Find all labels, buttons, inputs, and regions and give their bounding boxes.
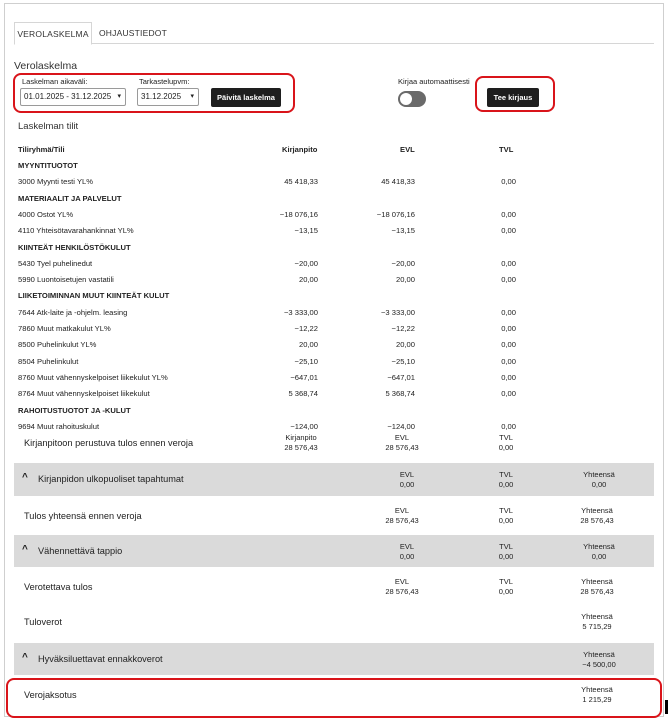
value-tvl: 0,00: [501, 258, 516, 268]
col-kirjanpito: Kirjanpito: [282, 145, 318, 154]
section-kirjanpidon-ulkopuoliset[interactable]: [14, 463, 654, 496]
account-name: 8500 Puhelinkulut YL%: [18, 340, 97, 350]
value-tvl: 0,00: [501, 372, 516, 382]
value-kirjanpito: −12,22: [294, 324, 318, 333]
value-evl: −18 076,16: [376, 209, 415, 219]
category-row: [18, 406, 638, 422]
col-evl: EVL: [400, 145, 415, 154]
total-evl: EVL 28 576,43: [385, 577, 419, 596]
category-row: [18, 194, 638, 210]
tab-ohjaustiedot[interactable]: OHJAUSTIEDOT: [98, 28, 168, 38]
table-row: [18, 324, 638, 340]
total-yhteensa: Yhteensä 28 576,43: [580, 506, 614, 525]
result-kirjanpito-label: Kirjanpitoon perustuva tulos ennen veroja: [24, 438, 194, 448]
section-label: Kirjanpidon ulkopuoliset tapahtumat: [38, 474, 184, 484]
value-evl: 5 368,74: [385, 389, 415, 399]
value-evl: −12,22: [391, 324, 415, 333]
text-cursor: [665, 700, 668, 714]
total-label: Tulos yhteensä ennen veroja: [24, 511, 142, 521]
value-kirjanpito: 5 368,74: [288, 389, 318, 399]
value-kirjanpito: −647,01: [290, 372, 318, 382]
value-evl: −647,01: [387, 372, 415, 382]
category-row: [18, 243, 638, 259]
account-name: 7860 Muut matkakulut YL%: [18, 324, 111, 333]
category-name: KIINTEÄT HENKILÖSTÖKULUT: [18, 242, 131, 252]
section-label: Hyväksiluettavat ennakkoverot: [38, 654, 163, 664]
total-label: Verotettava tulos: [24, 582, 93, 592]
value-evl: −124,00: [387, 421, 415, 431]
account-name: 8764 Muut vähennyskelpoiset liikekulut: [18, 389, 150, 399]
account-name: 7644 Atk-laite ja -ohjelm. leasing: [18, 307, 128, 317]
table-row: [18, 210, 638, 226]
account-name: 5430 Tyel puhelinedut: [18, 258, 93, 268]
value-evl: −3 333,00: [381, 307, 415, 317]
value-kirjanpito: −20,00: [294, 258, 318, 268]
section-yhteensa: Yhteensä −4 500,00: [582, 650, 616, 669]
section-label: Vähennettävä tappio: [38, 546, 123, 556]
value-kirjanpito: 20,00: [298, 340, 318, 350]
col-account: Tiliryhmä/Tili: [18, 145, 65, 154]
category-name: LIIKETOIMINNAN MUUT KIINTEÄT KULUT: [18, 291, 170, 301]
tab-bar: [14, 22, 654, 44]
table-row: [18, 340, 638, 356]
category-name: MYYNTITUOTOT: [18, 161, 78, 170]
account-name: 4110 Yhteisötavarahankinnat YL%: [18, 226, 134, 236]
date-label: Tarkastelupvm:: [139, 77, 190, 86]
account-name: 4000 Ostot YL%: [18, 209, 74, 219]
value-kirjanpito: 45 418,33: [284, 177, 318, 187]
table-row: [18, 373, 638, 389]
value-kirjanpito: −13,15: [294, 226, 318, 236]
toggle-knob: [400, 93, 412, 105]
value-kirjanpito: −124,00: [290, 421, 318, 431]
account-name: 5990 Luontoisetujen vastatili: [18, 275, 114, 285]
chevron-up-icon: ^: [22, 472, 28, 483]
value-tvl: 0,00: [501, 275, 516, 285]
value-evl: −20,00: [391, 258, 415, 268]
account-name: 9694 Muut rahoituskulut: [18, 421, 100, 431]
table-row: [18, 389, 638, 405]
value-tvl: 0,00: [501, 389, 516, 399]
table-row: [18, 226, 638, 242]
total-yhteensa: Yhteensä 28 576,43: [580, 577, 614, 596]
value-evl: 20,00: [395, 340, 415, 350]
total-tvl: TVL 0,00: [498, 506, 514, 525]
period-value: 01.01.2025 - 31.12.2025: [24, 92, 112, 101]
accounts-title: Laskelman tilit: [18, 121, 79, 132]
value-evl: 20,00: [395, 275, 415, 285]
value-tvl: 0,00: [501, 421, 516, 431]
chevron-down-icon: ▾: [190, 93, 194, 100]
value-tvl: 0,00: [501, 324, 516, 333]
value-tvl: 0,00: [501, 356, 516, 366]
account-name: 3000 Myynti testi YL%: [18, 177, 93, 187]
value-kirjanpito: −3 333,00: [284, 307, 318, 317]
total-evl: EVL 28 576,43: [385, 506, 419, 525]
total-label: Tuloverot: [24, 617, 62, 627]
value-evl: 45 418,33: [381, 177, 415, 187]
section-tvl: TVL 0,00: [498, 470, 514, 489]
total-yhteensa: Yhteensä 5 715,29: [581, 612, 613, 631]
value-kirjanpito: −18 076,16: [279, 209, 318, 219]
period-label: Laskelman aikaväli:: [22, 77, 88, 86]
chevron-down-icon: ▾: [117, 93, 121, 100]
value-tvl: 0,00: [501, 177, 516, 187]
date-value: 31.12.2025: [141, 92, 182, 101]
tab-verolaskelma[interactable]: VEROLASKELMA: [14, 22, 92, 45]
value-kirjanpito: 20,00: [298, 275, 318, 285]
table-row: [18, 259, 638, 275]
chevron-up-icon: ^: [22, 652, 28, 663]
col-tvl: TVL: [499, 145, 514, 154]
total-tvl: TVL 0,00: [498, 577, 514, 596]
total-yhteensa: Yhteensä 1 215,29: [581, 685, 613, 704]
category-row: [18, 161, 638, 177]
result-kirjanpito-t: TVL 0,00: [498, 433, 514, 452]
page-title: Verolaskelma: [14, 60, 78, 72]
auto-post-toggle[interactable]: [398, 91, 426, 107]
category-name: RAHOITUSTUOTOT JA -KULUT: [18, 405, 131, 415]
section-yhteensa: Yhteensä 0,00: [583, 542, 615, 561]
refresh-button[interactable]: Päivitä laskelma: [211, 88, 281, 107]
value-evl: −25,10: [391, 356, 415, 366]
section-yhteensa: Yhteensä 0,00: [583, 470, 615, 489]
accounts-header: [18, 145, 638, 161]
table-row: [18, 357, 638, 373]
post-button[interactable]: Tee kirjaus: [487, 88, 539, 107]
period-select[interactable]: [20, 88, 126, 106]
value-tvl: 0,00: [501, 340, 516, 350]
category-row: [18, 291, 638, 307]
account-name: 8760 Muut vähennyskelpoiset liikekulut YL%: [18, 372, 168, 382]
account-name: 8504 Puhelinkulut: [18, 356, 79, 366]
value-tvl: 0,00: [501, 226, 516, 236]
category-name: MATERIAALIT JA PALVELUT: [18, 193, 122, 203]
total-label: Verojaksotus: [24, 690, 77, 700]
table-row: [18, 422, 638, 438]
value-evl: −13,15: [391, 226, 415, 236]
date-select[interactable]: [137, 88, 199, 106]
section-evl: EVL 0,00: [399, 470, 415, 489]
table-row: [18, 275, 638, 291]
table-row: [18, 308, 638, 324]
chevron-up-icon: ^: [22, 544, 28, 555]
auto-post-label: Kirjaa automaattisesti: [398, 77, 470, 86]
section-tvl: TVL 0,00: [498, 542, 514, 561]
section-vahennettava-tappio[interactable]: [14, 535, 654, 567]
result-kirjanpito-e: EVL 28 576,43: [385, 433, 419, 452]
table-row: [18, 177, 638, 193]
value-tvl: 0,00: [501, 209, 516, 219]
value-kirjanpito: −25,10: [294, 356, 318, 366]
value-tvl: 0,00: [501, 307, 516, 317]
section-evl: EVL 0,00: [399, 542, 415, 561]
result-kirjanpito-k: Kirjanpito 28 576,43: [284, 433, 318, 452]
section-hyvaksiluettavat-ennakkoverot[interactable]: [14, 643, 654, 675]
